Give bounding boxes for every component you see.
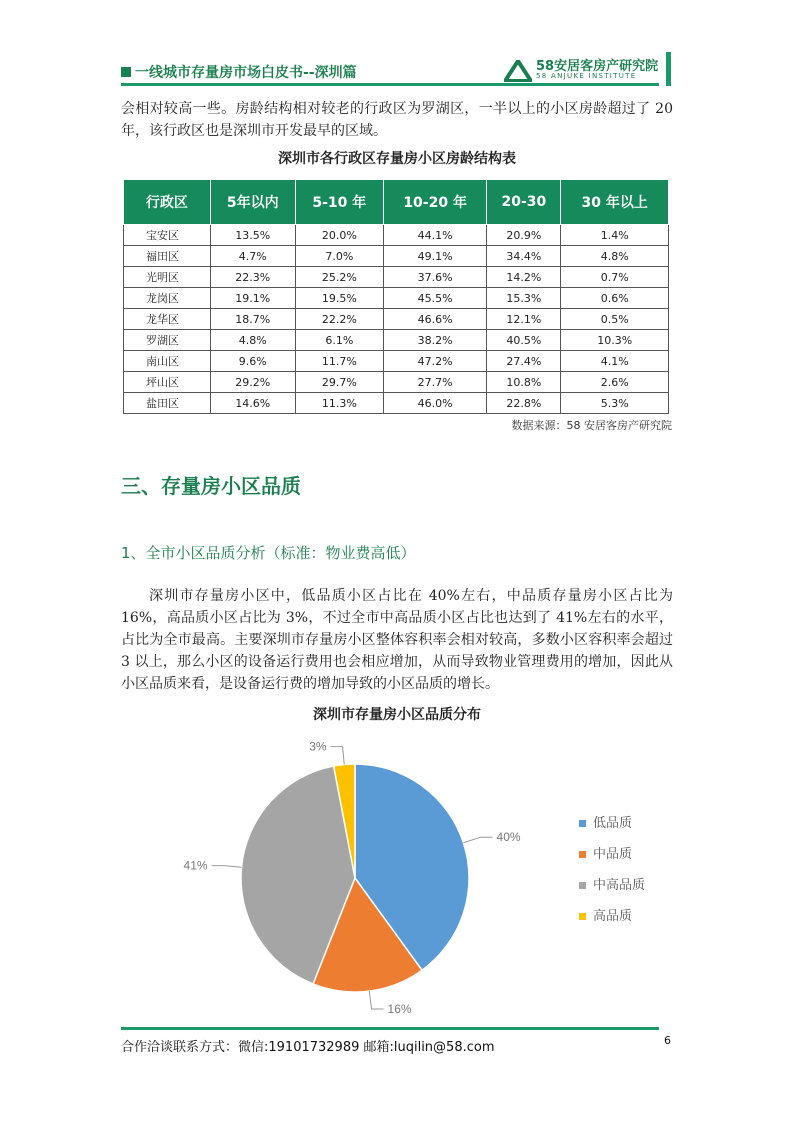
table-row (124, 351, 669, 372)
value-cell: 40.5% (487, 330, 561, 351)
footer-divider (121, 1027, 659, 1030)
slice-leader-line (331, 747, 345, 765)
page-number: 6 (664, 1034, 671, 1047)
table-title: 深圳市各行政区存量房小区房龄结构表 (278, 151, 516, 167)
value-cell: 12.1% (487, 309, 561, 330)
value-cell: 10.3% (561, 330, 669, 351)
value-cell: 14.6% (210, 393, 295, 414)
value-cell: 0.7% (561, 267, 669, 288)
table-row (124, 225, 669, 246)
value-cell: 2.6% (561, 372, 669, 393)
value-cell: 22.8% (487, 393, 561, 414)
value-cell: 27.7% (383, 372, 486, 393)
value-cell: 20.0% (295, 225, 383, 246)
value-cell: 22.3% (210, 267, 295, 288)
value-cell: 38.2% (383, 330, 486, 351)
value-cell: 4.1% (561, 351, 669, 372)
value-cell: 45.5% (383, 288, 486, 309)
legend-swatch (579, 820, 586, 827)
value-cell: 11.7% (295, 351, 383, 372)
table-row (124, 309, 669, 330)
footer-contact: 合作洽谈联系方式：微信:19101732989 邮箱:luqilin@58.com (121, 1040, 495, 1055)
value-cell: 5.3% (561, 393, 669, 414)
slice-data-label: 3% (309, 739, 327, 754)
value-cell: 37.6% (383, 267, 486, 288)
value-cell: 0.5% (561, 309, 669, 330)
header-title-text: 一线城市存量房市场白皮书--深圳篇 (135, 65, 357, 81)
value-cell: 1.4% (561, 225, 669, 246)
table-row (124, 330, 669, 351)
value-cell: 46.6% (383, 309, 486, 330)
slice-leader-line (212, 866, 242, 868)
value-cell: 9.6% (210, 351, 295, 372)
value-cell: 22.2% (295, 309, 383, 330)
value-cell: 6.1% (295, 330, 383, 351)
table-source-note: 数据来源：58 安居客房产研究院 (511, 419, 672, 432)
value-cell: 0.6% (561, 288, 669, 309)
slice-leader-line (463, 837, 492, 843)
column-header: 10-20 年 (383, 180, 486, 225)
quality-pie-chart (121, 735, 673, 1015)
anjuke-logo-icon (504, 60, 532, 82)
district-cell: 坪山区 (124, 372, 211, 393)
value-cell: 15.3% (487, 288, 561, 309)
value-cell: 4.8% (210, 330, 295, 351)
document-header-title (121, 62, 357, 82)
value-cell: 20.9% (487, 225, 561, 246)
district-cell: 盐田区 (124, 393, 211, 414)
table-header-row (124, 180, 669, 225)
slice-data-label: 41% (183, 858, 208, 873)
column-header: 30 年以上 (561, 180, 669, 225)
district-cell: 罗湖区 (124, 330, 211, 351)
value-cell: 47.2% (383, 351, 486, 372)
district-cell: 龙岗区 (124, 288, 211, 309)
value-cell: 27.4% (487, 351, 561, 372)
value-cell: 44.1% (383, 225, 486, 246)
logo-english-text: 58 ANJUKE INSTITUTE (536, 72, 637, 80)
legend-label: 中品质 (593, 847, 633, 862)
district-cell: 宝安区 (124, 225, 211, 246)
legend-swatch (579, 913, 586, 920)
table-row (124, 372, 669, 393)
district-cell: 光明区 (124, 267, 211, 288)
value-cell: 18.7% (210, 309, 295, 330)
value-cell: 34.4% (487, 246, 561, 267)
legend-swatch (579, 882, 586, 889)
header-divider (121, 83, 659, 86)
legend-label: 中高品质 (593, 878, 646, 893)
value-cell: 46.0% (383, 393, 486, 414)
housing-age-table (123, 179, 669, 414)
value-cell: 4.8% (561, 246, 669, 267)
column-header: 20-30 (487, 180, 561, 225)
table-row (124, 267, 669, 288)
slice-data-label: 40% (496, 830, 521, 845)
legend-swatch (579, 851, 586, 858)
chart-title: 深圳市存量房小区品质分布 (313, 707, 481, 723)
value-cell: 19.1% (210, 288, 295, 309)
column-header: 行政区 (124, 180, 211, 225)
value-cell: 49.1% (383, 246, 486, 267)
legend-label: 高品质 (593, 909, 633, 924)
square-bullet-icon (121, 67, 131, 77)
legend-label: 低品质 (593, 816, 633, 831)
table-row (124, 288, 669, 309)
logo-chinese-text: 58安居客房产研究院 (536, 59, 659, 74)
section-subheading: 1、全市小区品质分析（标准：物业费高低） (121, 544, 416, 562)
value-cell: 19.5% (295, 288, 383, 309)
value-cell: 25.2% (295, 267, 383, 288)
district-cell: 南山区 (124, 351, 211, 372)
table-row (124, 246, 669, 267)
value-cell: 29.7% (295, 372, 383, 393)
column-header: 5年以内 (210, 180, 295, 225)
section-heading: 三、存量房小区品质 (121, 474, 301, 498)
section-paragraph: 深圳市存量房小区中，低品质小区占比在 40%左右，中品质存量房小区占比为 16%，高品质小区占比为 3%，不过全市中高品质小区占比也达到了 41%左右的水平，占比为全市最高。主要深圳市存量房小区整体容积率会相对较高，多数小区容积率会超过 3 以上，那么小区的设备运行费用也会相应增加，从而导致物业管理费用的增加，因此从小区品质来看，是设备运行费的增加导致的小区品质的增长。 (121, 588, 673, 692)
district-cell: 龙华区 (124, 309, 211, 330)
header-accent-bar (666, 52, 671, 86)
value-cell: 14.2% (487, 267, 561, 288)
value-cell: 7.0% (295, 246, 383, 267)
value-cell: 11.3% (295, 393, 383, 414)
slice-leader-line (369, 991, 383, 1009)
intro-paragraph: 会相对较高一些。房龄结构相对较老的行政区为罗湖区，一半以上的小区房龄超过了 20 年，该行政区也是深圳市开发最早的区域。 (121, 101, 673, 139)
table-row (124, 393, 669, 414)
value-cell: 10.8% (487, 372, 561, 393)
value-cell: 29.2% (210, 372, 295, 393)
value-cell: 13.5% (210, 225, 295, 246)
value-cell: 4.7% (210, 246, 295, 267)
slice-data-label: 16% (387, 1001, 412, 1015)
district-cell: 福田区 (124, 246, 211, 267)
column-header: 5-10 年 (295, 180, 383, 225)
